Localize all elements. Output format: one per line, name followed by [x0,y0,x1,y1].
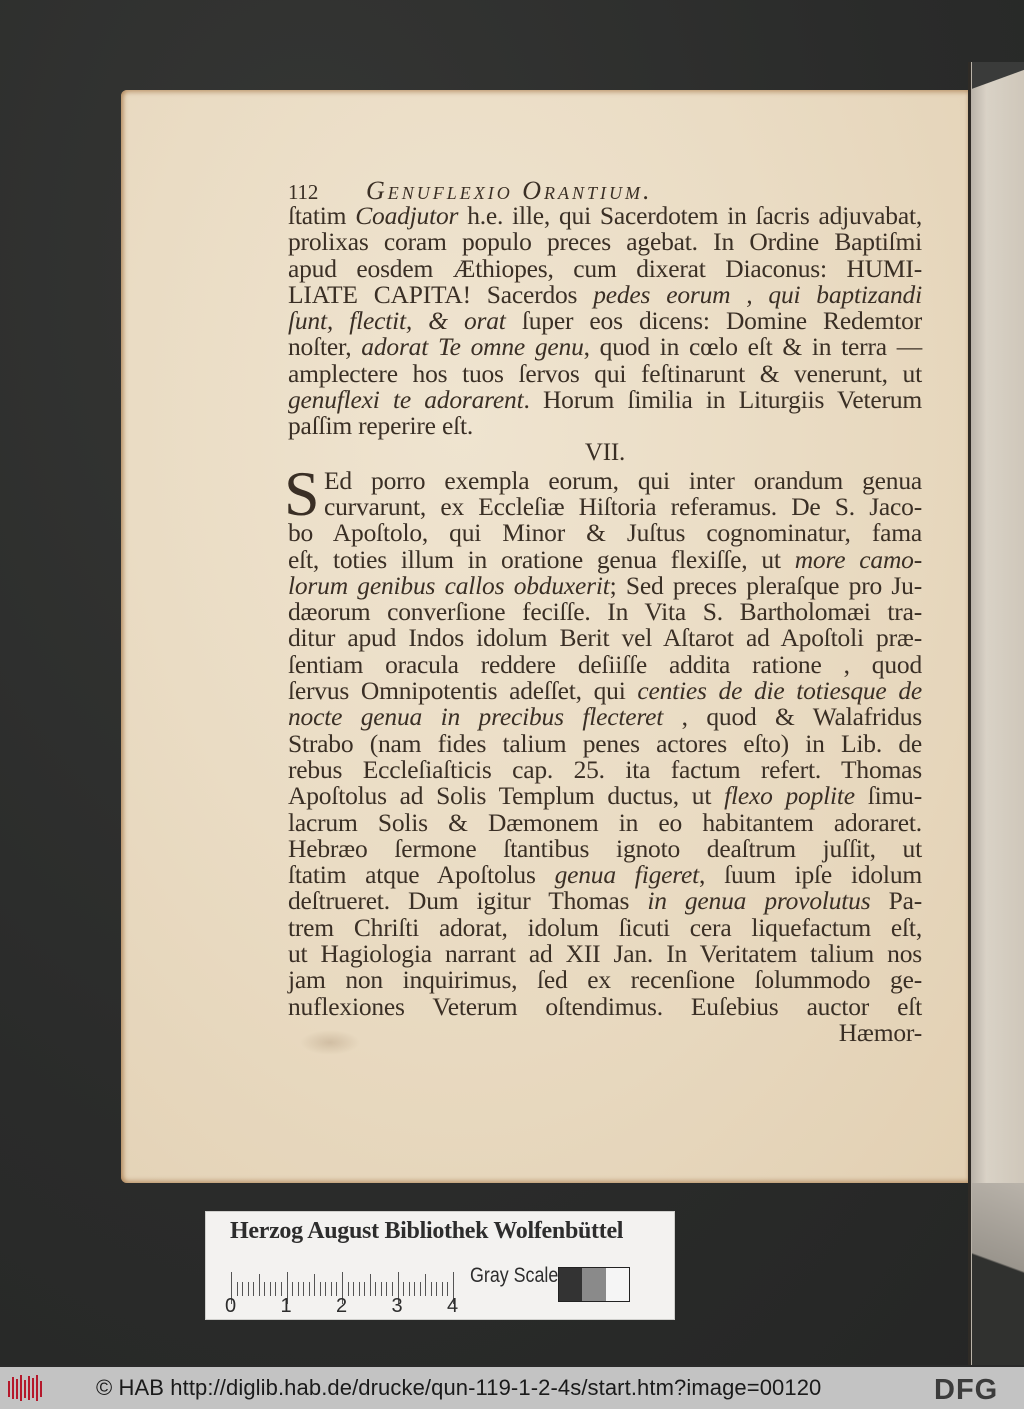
ruler-tick [386,1282,387,1296]
ruler-tick [447,1282,448,1296]
text-line: paſſim reperire eſt. [288,411,474,441]
ruler-tick [425,1274,426,1296]
text-line: ſtatim Coadjutor h.e. ille, qui Sacerdotem in ſacris adjuvabat, [288,201,922,230]
ruler-tick [364,1282,365,1296]
footer-bar [0,1365,1024,1409]
ruler-tick [359,1282,360,1296]
library-scale-card [205,1211,675,1320]
page-number: 112 [288,180,319,204]
ruler-tick [392,1282,393,1296]
ruler-tick [431,1282,432,1296]
ruler-tick [414,1282,415,1296]
facing-page-shadow-bottom [972,1183,1024,1365]
text-line: deſtrueret. Dum igitur Thomas in genua provolutus Pa- [288,886,922,916]
running-head [288,176,922,205]
text-line: apud eosdem Æthiopes, cum dixerat Diaconus: HUMI- [288,253,922,283]
ruler-tick [348,1282,349,1296]
text-line: ſentiam oracula reddere deſiiſſe addita ratione , quod [288,649,922,679]
ruler-tick [281,1282,282,1296]
paragraph-2 [288,465,923,1021]
ruler-number: 1 [280,1295,292,1317]
ruler-tick [237,1282,238,1296]
ruler-tick [409,1282,410,1296]
library-name: Herzog August Bibliothek Wolfenbüttel [230,1218,624,1244]
gray-scale-swatches [558,1267,630,1302]
text-line: dæorum converſione feciſſe. In Vita S. Bartholomæi tra- [288,597,922,627]
text-line: noſter, adorat Te omne genu, quod in cœlo eſt & in terra — [288,332,923,362]
text-line: Apoſtolus ad Solis Templum ductus, ut flexo poplite ſimu- [288,781,923,811]
text-line: jam non inquirimus, ſed ex recenſione ſolummodo ge- [288,965,922,995]
ruler-tick [275,1282,276,1296]
ruler-tick [353,1282,354,1296]
facing-page-shadow-top [972,62,1024,102]
text-line: Strabo (nam fides talium penes actores eſto) in Lib. de [288,728,922,758]
ruler-tick [381,1282,382,1296]
text-line: prolixas coram populo preces agebat. In Ordine Baptiſmi [288,227,922,257]
ruler-tick [320,1282,321,1296]
ruler-tick [442,1282,443,1296]
hab-barcode-logo-icon [6,1373,46,1403]
drop-cap: S [284,457,320,529]
ruler-number: 0 [225,1295,237,1317]
running-title: Genuflexio Orantium. [366,176,653,205]
ruler-numbers [225,1295,475,1317]
ruler-tick [298,1282,299,1296]
ruler-tick [242,1282,243,1296]
gray-swatch [582,1268,605,1301]
text-line: bo Apoſtolo, qui Minor & Juſtus cognominatur, fama [288,518,922,548]
text-line: trem Chriſti adorat, idolum ſicuti cera liquefactum eſt, [288,912,922,942]
text-line: ſtatim atque Apoſtolus genua figeret, ſuum ipſe idolum [288,860,922,890]
ruler-tick [270,1282,271,1296]
ruler-tick [420,1282,421,1296]
ruler-tick [314,1274,315,1296]
text-line: ut Hagiologia narrant ad XII Jan. In Veritatem talium nos [288,939,922,969]
text-line: ſunt, flectit, & orat ſuper eos dicens: Domine Redemtor [288,306,923,336]
text-line: lacrum Solis & Dæmonem in eo habitantem adoraret. [288,807,922,837]
text-line: lorum genibus callos obduxerit; Sed preces pleraſque pro Ju- [288,570,922,600]
ruler-tick [292,1282,293,1296]
ruler-number: 2 [336,1295,348,1317]
ruler-tick [264,1282,265,1296]
ruler-tick [331,1282,332,1296]
ruler-tick [336,1282,337,1296]
facing-page-edge [970,62,1024,1365]
text-line: genuflexi te adorarent. Horum ſimilia in Liturgiis Veterum [288,385,923,415]
page-text-block [284,176,923,1047]
ruler-tick [436,1282,437,1296]
source-url-link[interactable]: © HAB http://diglib.hab.de/drucke/qun-119-1-2-4s/start.htm?image=00120 [96,1375,822,1400]
book-spine-line [968,62,971,1365]
ruler-tick [303,1282,304,1296]
paragraph-1 [288,203,922,440]
ruler-tick [375,1282,376,1296]
ruler-tick [248,1282,249,1296]
gray-swatch [559,1268,582,1301]
paragraph-2-wrap [284,457,923,1021]
text-line: nocte genua in precibus flecteret , quod & Walafridus [288,702,922,732]
text-line: ditur apud Indos idolum Berit vel Aſtarot ad Apoſtoli præ- [288,623,922,653]
text-line: nuflexiones Veterum oſtendimus. Euſebius auctor eſt [288,991,922,1021]
ruler-tick [259,1274,260,1296]
text-line: Ed porro exempla eorum, qui inter orandum genua [324,465,922,495]
text-line: amplectere hos tuos ſervos qui feſtinarunt & venerunt, ut [288,358,922,388]
text-line: LIATE CAPITA! Sacerdos pedes eorum , qui baptizandi [288,279,922,309]
section-heading: VII. [584,438,626,466]
text-line: ſervus Omnipotentis adeſſet, qui centies de die totiesque de [288,676,922,706]
text-line: curvarunt, ex Eccleſiæ Hiſtoria referamus. De S. Jaco- [324,491,922,521]
ruler-tick [253,1282,254,1296]
ruler-number: 4 [447,1295,459,1317]
gray-scale-label: Gray Scale [470,1264,559,1287]
ruler-tick [309,1282,310,1296]
ruler-tick [325,1282,326,1296]
dfg-logo: DFG [934,1374,999,1406]
ruler-tick [403,1282,404,1296]
ruler-number: 3 [391,1295,403,1317]
gray-swatch [606,1268,629,1301]
text-line: Hebræo ſermone ſtantibus ignoto deaſtrum juſſit, ut [288,833,922,863]
catchword: Hæmor- [838,1017,922,1047]
text-line: rebus Eccleſiaſticis cap. 25. ita factum refert. Thomas [288,754,922,784]
text-line: eſt, toties illum in oratione genua flexiſſe, ut more camo- [288,544,923,574]
ruler-tick [370,1274,371,1296]
